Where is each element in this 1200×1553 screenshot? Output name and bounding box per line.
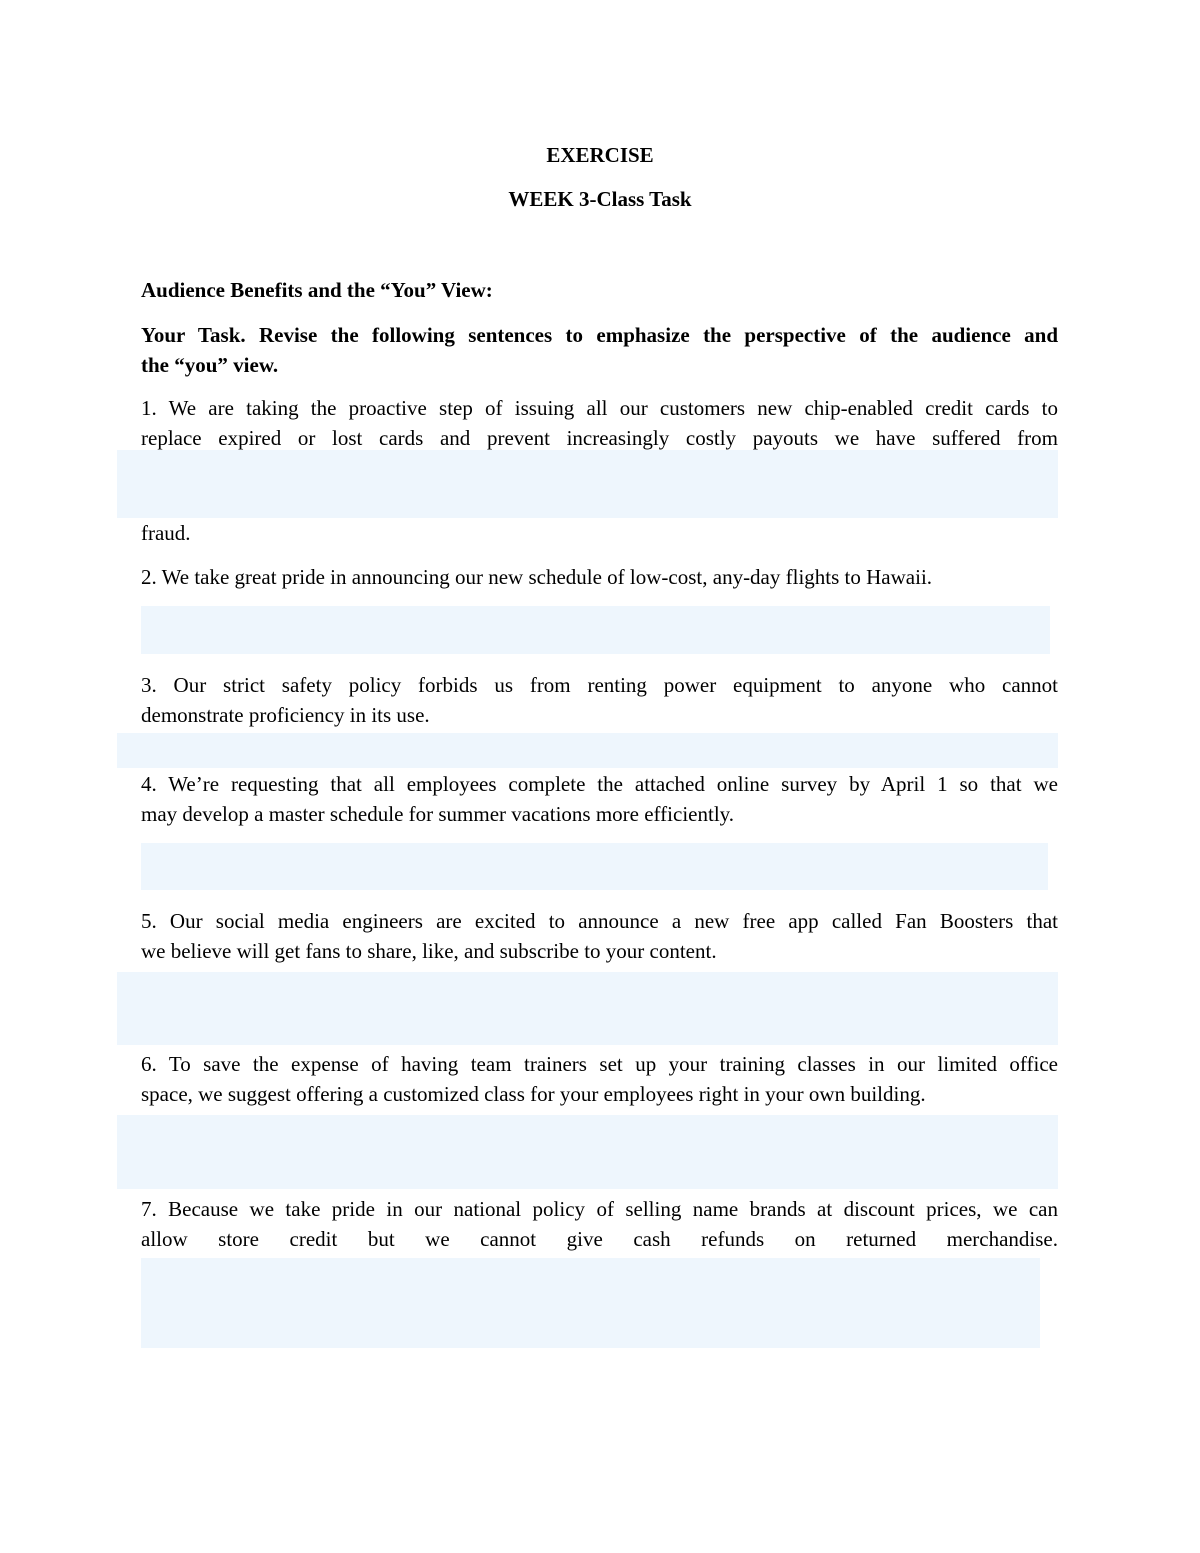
item-3-line-2: demonstrate proficiency in its use. xyxy=(141,702,430,727)
item-2-line-1: 2. We take great pride in announcing our new schedule of low-cost, any-day flights to Hawaii. xyxy=(141,565,933,589)
item-5-line-2: we believe will get fans to share, like, and subscribe to your content. xyxy=(141,938,717,963)
exercise-item-3 xyxy=(141,671,1058,730)
item-6-line-1: 6. To save the expense of having team trainers set up your training classes in our limited office xyxy=(141,1052,1058,1076)
answer-field-1[interactable] xyxy=(117,450,1058,518)
answer-field-2[interactable] xyxy=(141,606,1050,654)
item-4-line-2: may develop a master schedule for summer vacations more efficiently. xyxy=(141,801,735,826)
answer-field-6[interactable] xyxy=(117,1115,1058,1189)
exercise-item-1 xyxy=(141,394,1058,453)
answer-field-5[interactable] xyxy=(117,972,1058,1045)
answer-field-3[interactable] xyxy=(117,733,1058,768)
task-line-1: Your Task. Revise the following sentences to emphasize the perspective of the audience and xyxy=(141,323,1058,347)
page-title: EXERCISE xyxy=(546,143,654,167)
item-7-line-1: 7. Because we take pride in our national policy of selling name brands at discount prices, we can xyxy=(141,1197,1058,1221)
page-subtitle: WEEK 3-Class Task xyxy=(508,187,692,211)
section-heading: Audience Benefits and the “You” View: xyxy=(141,278,493,302)
exercise-item-7 xyxy=(141,1195,1058,1254)
item-6-line-2: space, we suggest offering a customized class for your employees right in your own building. xyxy=(141,1081,926,1106)
task-line-2: the “you” view. xyxy=(141,352,279,377)
item-5-line-1: 5. Our social media engineers are excited to announce a new free app called Fan Boosters that xyxy=(141,909,1058,933)
item-1-line-2: replace expired or lost cards and prevent increasingly costly payouts we have suffered from xyxy=(141,425,1058,450)
answer-field-4[interactable] xyxy=(141,843,1048,890)
item-3-line-1: 3. Our strict safety policy forbids us from renting power equipment to anyone who cannot xyxy=(141,673,1058,697)
task-instructions xyxy=(141,321,1058,380)
item-1-line-1: 1. We are taking the proactive step of issuing all our customers new chip-enabled credit cards to xyxy=(141,396,1058,420)
exercise-item-6 xyxy=(141,1050,1058,1109)
item-4-line-1: 4. We’re requesting that all employees complete the attached online survey by April 1 so that we xyxy=(141,772,1058,796)
answer-field-7[interactable] xyxy=(141,1258,1040,1348)
item-1-line-3: fraud. xyxy=(141,521,191,545)
item-7-line-2: allow store credit but we cannot give cash refunds on returned merchandise. xyxy=(141,1226,1058,1251)
exercise-item-4 xyxy=(141,770,1058,829)
exercise-item-5 xyxy=(141,907,1058,966)
